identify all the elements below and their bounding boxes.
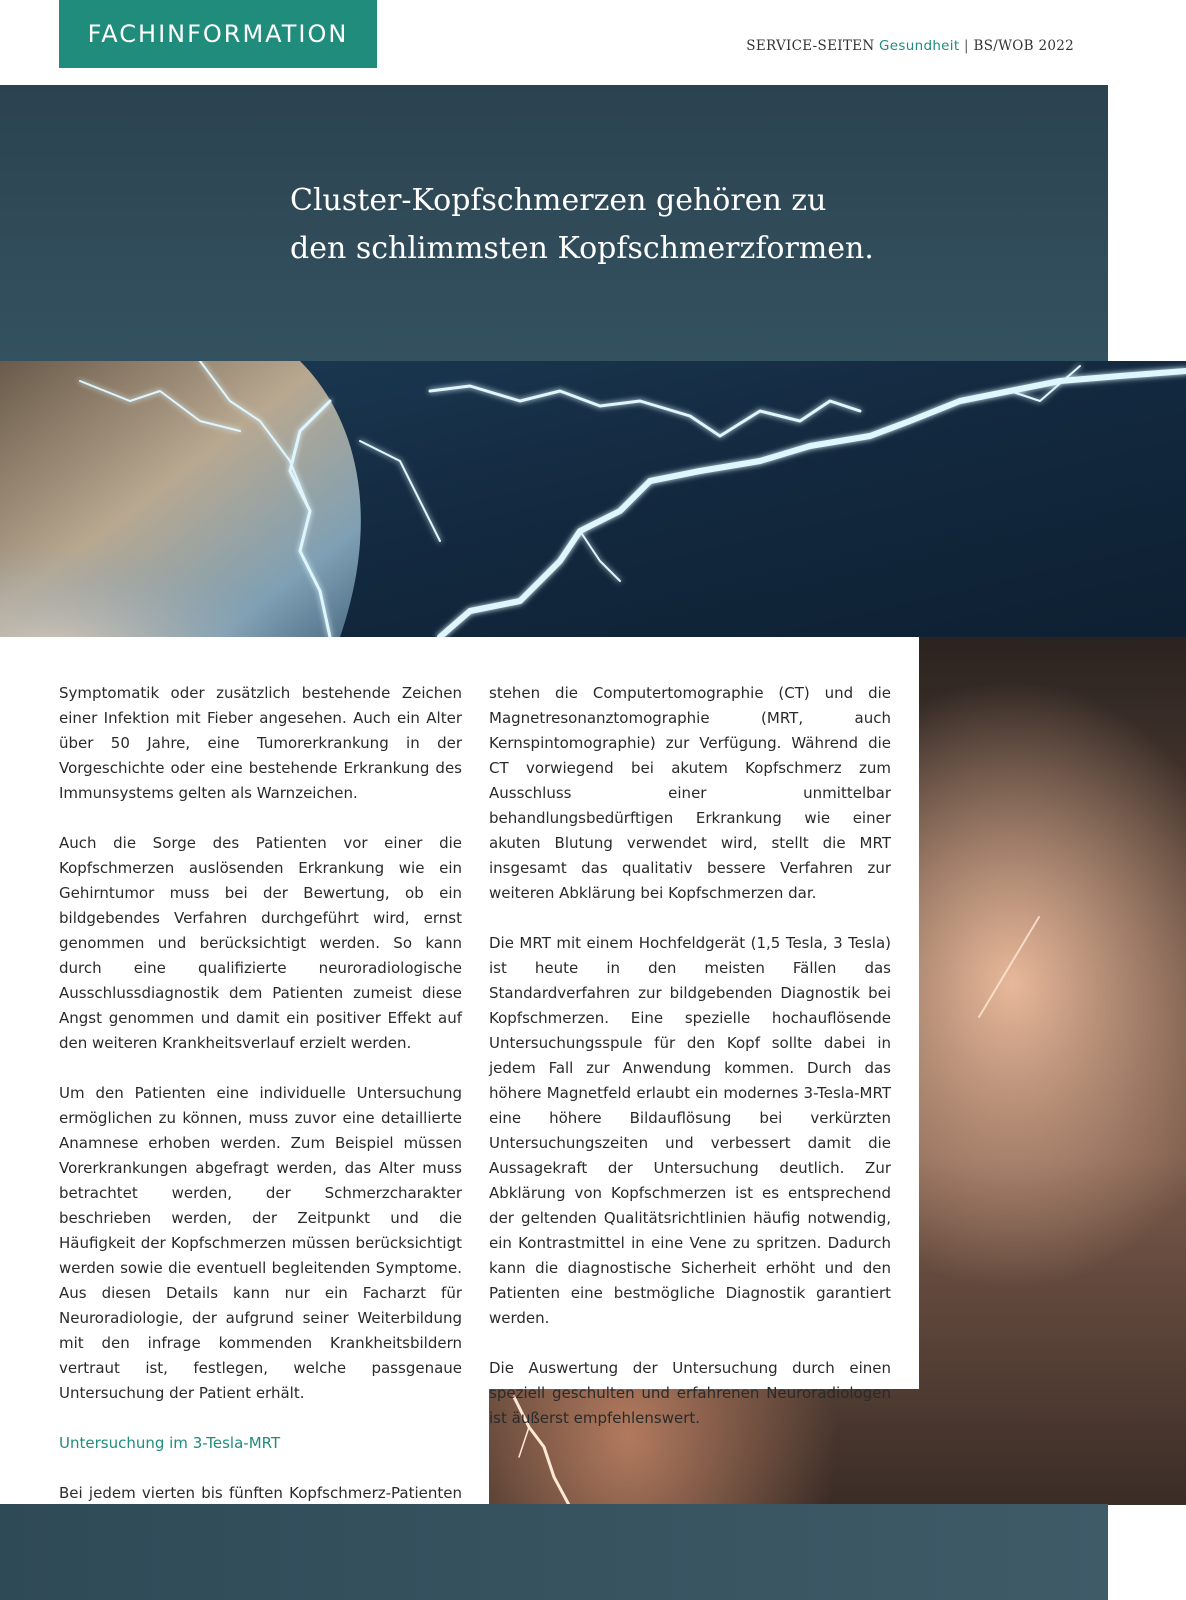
section-tag: FACHINFORMATION: [59, 0, 377, 68]
lightning-image: [0, 361, 1186, 637]
page-title: [290, 177, 874, 273]
paragraph: Die Auswertung der Untersuchung durch einen speziell geschulten und erfahrenen Neuroradiologen ist äußerst empfehlenswert.: [489, 1359, 891, 1427]
footer-band: [0, 1504, 1108, 1600]
title-line-2: den schlimmsten Kopfschmerzformen.: [290, 231, 874, 266]
article-column-1: [59, 681, 462, 1531]
paragraph: Bei jedem vierten bis fünften Kopfschmerz-Patienten: [59, 1484, 462, 1502]
paragraph: Auch die Sorge des Patienten vor einer die Kopfschmerzen auslösenden Erkrankung wie ein Gehirntumor muss bei der Bewertung, ob ein bildgebendes Verfahren durchgeführt wird, ernst genommen und berücksichtigt werden. So kann durch eine qualifizierte neuroradiologische Ausschlussdiagnostik dem Patienten zumeist diese Angst genommen und damit ein positiver Effekt auf den weiteren Krankheitsverlauf erzielt werden.: [59, 834, 462, 1052]
series-label: SERVICE-SEITEN: [746, 38, 875, 54]
paragraph: Um den Patienten eine individuelle Untersuchung ermöglichen zu können, muss zuvor eine detaillierte Anamnese erhoben werden. Zum Beispiel müssen Vorerkrankungen abgefragt werden, das Alter muss betrachtet werden, der Schmerzcharakter beschrieben werden, der Zeitpunkt und die Häufigkeit der Kopfschmerzen müssen berücksichtigt werden sowie die eventuell begleitenden Symptome. Aus diesen Details kann nur ein Facharzt für Neuroradiologie, der aufgrund seiner Weiterbildung mit den infrage kommenden Krankheitsbildern vertraut ist, festlegen, welche passgenaue Untersuchung der Patient erhält.: [59, 1084, 462, 1402]
article-column-2: [489, 681, 891, 1456]
section-label: Gesundheit: [879, 38, 960, 54]
subheading: Untersuchung im 3-Tesla-MRT: [59, 1434, 281, 1452]
paragraph: Symptomatik oder zusätzlich bestehende Zeichen einer Infektion mit Fieber angesehen. Auch ein Alter über 50 Jahre, eine Tumorerkrankung in der Vorgeschichte oder eine bestehende Erkrankung des Immunsystems gelten als Warnzeichen.: [59, 684, 462, 802]
title-line-1: Cluster-Kopfschmerzen gehören zu: [290, 183, 827, 218]
edition-label: BS/WOB 2022: [973, 38, 1074, 54]
publication-header: [746, 38, 1074, 54]
title-banner: [0, 85, 1108, 361]
paragraph: stehen die Computertomographie (CT) und die Magnetresonanztomographie (MRT, auch Kernspintomographie) zur Verfügung. Während die CT vorwiegend bei akutem Kopfschmerz zum Ausschluss einer unmittelbar behandlungsbedürftigen Erkrankung wie einer akuten Blutung verwendet wird, stellt die MRT insgesamt das qualitativ bessere Verfahren zur weiteren Abklärung bei Kopfschmerzen dar.: [489, 684, 891, 902]
paragraph: Die MRT mit einem Hochfeldgerät (1,5 Tesla, 3 Tesla) ist heute in den meisten Fällen das Standardverfahren zur bildgebenden Diagnostik bei Kopfschmerzen. Eine spezielle hochauflösende Untersuchungsspule für den Kopf sollte dabei in jedem Fall zur Anwendung kommen. Durch das höhere Magnetfeld erlaubt ein modernes 3-Tesla-MRT eine höhere Bildauflösung bei verkürzten Untersuchungszeiten und verbessert damit die Aussagekraft der Untersuchung deutlich. Zur Abklärung von Kopfschmerzen ist es entsprechend der geltenden Qualitätsrichtlinien häufig notwendig, ein Kontrastmittel in eine Vene zu spritzen. Dadurch kann die diagnostische Sicherheit erhöht und den Patienten eine bestmögliche Diagnostik garantiert werden.: [489, 934, 891, 1327]
header-separator: |: [964, 38, 969, 54]
